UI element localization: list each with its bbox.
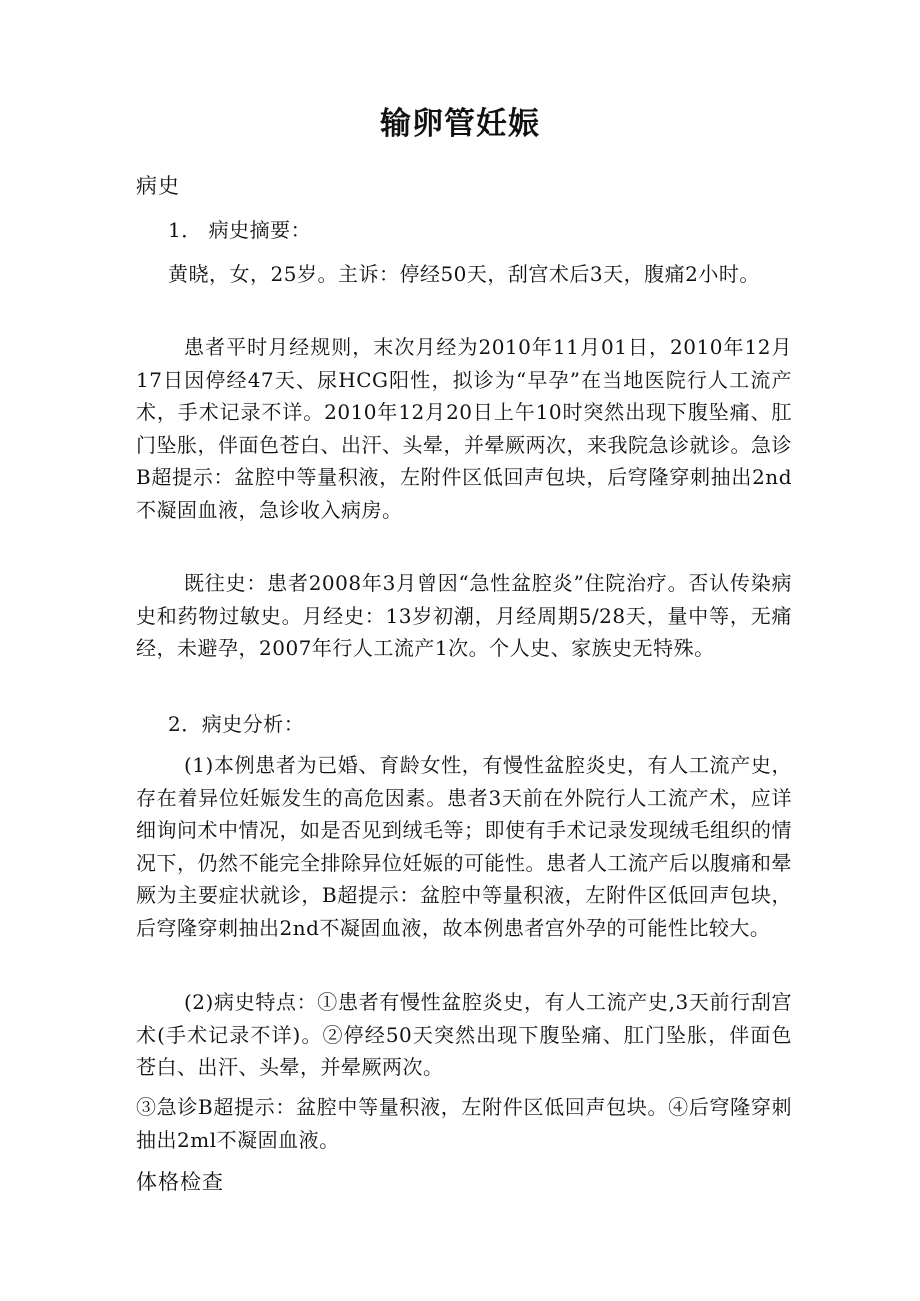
item2-heading: 2．病史分析： — [168, 712, 305, 736]
item1-heading: 1． 病史摘要： — [168, 218, 312, 242]
section-heading-history: 病史 — [136, 174, 180, 198]
section-heading-exam: 体格检查 — [136, 1170, 224, 1194]
analysis-paragraph-3: ③急诊B超提示：盆腔中等量积液，左附件区低回声包块。④后穹隆穿刺抽出2ml不凝固血液。 — [136, 1095, 792, 1152]
chief-complaint-paragraph: 黄晓，女，25岁。主诉：停经50天，刮宫术后3天，腹痛2小时。 — [168, 262, 760, 286]
analysis-paragraph-1: (1)本例患者为已婚、育龄女性，有慢性盆腔炎史，有人工流产史，存在着异位妊娠发生的高危因素。患者3天前在外院行人工流产术，应详细询问术中情况，如是否见到绒毛等；即使有手术记录发现绒毛组织的情况下，仍然不能完全排除异位妊娠的可能性。患者人工流产后以腹痛和晕厥为主要症状就诊，B超提示：盆腔中等量积液，左附件区低回声包块，后穹隆穿刺抽出2nd不凝固血液，故本例患者宫外孕的可能性比较大。 — [136, 753, 792, 940]
analysis-paragraph-2: (2)病史特点：①患者有慢性盆腔炎史，有人工流产史,3天前行刮宫术(手术记录不详)。②停经50天突然出现下腹坠痛、肛门坠胀，伴面色苍白、出汗、头晕，并晕厥两次。 — [136, 990, 792, 1079]
present-illness-paragraph: 患者平时月经规则，末次月经为2010年11月01日，2010年12月17日因停经47天、尿HCG阳性，拟诊为“早孕”在当地医院行人工流产术，手术记录不详。2010年12月20日上午10时突然出现下腹坠痛、肛门坠胀，伴面色苍白、出汗、头晕，并晕厥两次，来我院急诊就诊。急诊B超提示：盆腔中等量积液，左附件区低回声包块，后穹隆穿刺抽出2nd不凝固血液，急诊收入病房。 — [136, 335, 792, 522]
past-history-paragraph: 既往史：患者2008年3月曾因“急性盆腔炎”住院治疗。否认传染病史和药物过敏史。月经史：13岁初潮，月经周期5/28天，量中等，无痛经，未避孕，2007年行人工流产1次。个人史、家族史无特殊。 — [136, 571, 792, 660]
document-title: 输卵管妊娠 — [380, 106, 540, 142]
